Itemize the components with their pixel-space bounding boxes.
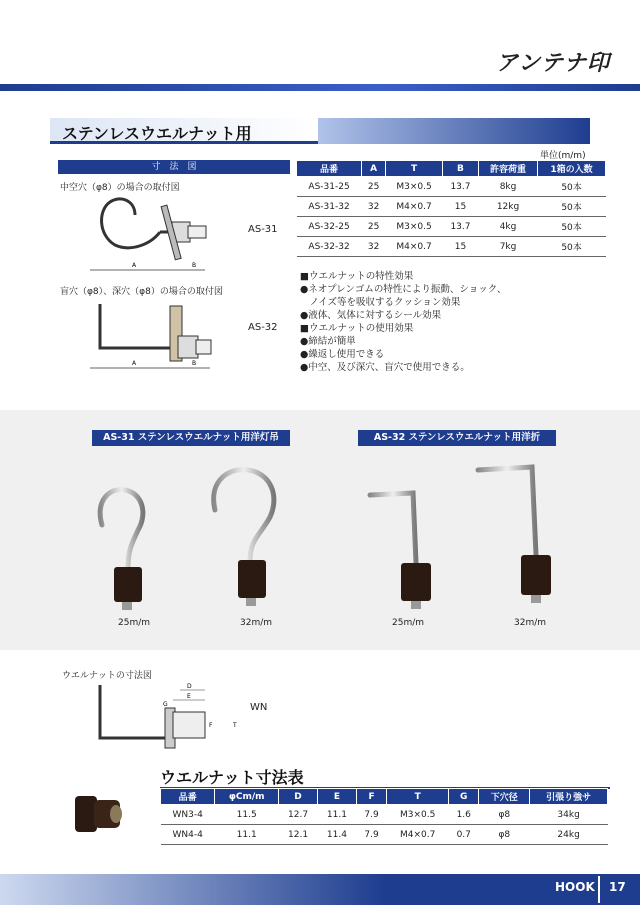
dim-b-label: B <box>192 262 197 269</box>
table-cell: AS-32-25 <box>297 217 362 237</box>
table-cell: 15 <box>443 237 479 257</box>
table-cell: 0.7 <box>449 825 479 845</box>
wn-table-header-row <box>161 789 608 805</box>
photo-size-2: 32m/m <box>240 618 273 628</box>
spec-col-header: 1箱の入数 <box>538 161 606 177</box>
wn-col-header: G <box>449 789 479 805</box>
table-cell: 4kg <box>478 217 537 237</box>
table-cell: 50本 <box>538 177 606 197</box>
spec-col-header: 品番 <box>297 161 362 177</box>
table-cell: 24kg <box>530 825 608 845</box>
table-cell: 12kg <box>478 197 537 217</box>
table-cell: AS-31-25 <box>297 177 362 197</box>
spec-col-header: A <box>362 161 386 177</box>
spec-table <box>296 160 606 257</box>
table-row <box>297 197 606 217</box>
table-cell: φ8 <box>479 825 530 845</box>
as31-diagram <box>80 190 230 280</box>
table-cell: 12.7 <box>279 805 318 825</box>
wn-col-header: F <box>356 789 386 805</box>
table-cell: 13.7 <box>443 217 479 237</box>
wn-col-header: 下穴径 <box>479 789 530 805</box>
table-cell: 50本 <box>538 237 606 257</box>
dim-a-label: A <box>132 262 137 269</box>
table-cell: M4×0.7 <box>386 197 443 217</box>
table-cell: 8kg <box>478 177 537 197</box>
table-cell: 7.9 <box>356 825 386 845</box>
feature-line: ●中空、及び深穴、盲穴で使用できる。 <box>300 362 470 373</box>
table-cell: 11.1 <box>318 805 357 825</box>
wn-table-title: ウエルナット寸法表 <box>160 768 304 787</box>
wn-dim-d: D <box>187 683 192 690</box>
hook-photos <box>80 455 560 625</box>
table-row <box>297 217 606 237</box>
table-cell: 15 <box>443 197 479 217</box>
brand-logo: アンテナ印 <box>495 51 610 76</box>
spec-col-header: 許容荷重 <box>478 161 537 177</box>
table-cell: WN4-4 <box>161 825 215 845</box>
wn-diagram <box>85 680 255 755</box>
feature-line: ●液体、気体に対するシール効果 <box>300 310 442 321</box>
wn-dim-t: T <box>233 722 237 729</box>
footer-separator <box>598 876 600 903</box>
section-title-accent <box>318 118 590 144</box>
table-cell: 32 <box>362 197 386 217</box>
table-cell: 12.1 <box>279 825 318 845</box>
table-cell: 34kg <box>530 805 608 825</box>
table-cell: 50本 <box>538 197 606 217</box>
table-cell: 11.4 <box>318 825 357 845</box>
table-cell: M3×0.5 <box>387 805 449 825</box>
features-list <box>300 270 506 374</box>
feature-line: ●ネオプレンゴムの特性により振動、ショック、 <box>300 284 507 295</box>
wn-col-header: 品番 <box>161 789 215 805</box>
as32-diagram <box>80 296 230 376</box>
table-cell: M4×0.7 <box>386 237 443 257</box>
photo-as32-32 <box>478 467 551 603</box>
table-cell: 32 <box>362 237 386 257</box>
spec-col-header: B <box>443 161 479 177</box>
table-row <box>297 237 606 257</box>
section-title: ステンレスウエルナット用 <box>62 124 252 143</box>
table-row <box>297 177 606 197</box>
table-cell: 25 <box>362 177 386 197</box>
table-cell: M4×0.7 <box>387 825 449 845</box>
photo-header-as32: AS-32 ステンレスウエルナット用洋折 <box>358 430 556 446</box>
table-cell: M3×0.5 <box>386 217 443 237</box>
label-as32: AS-32 <box>248 322 278 333</box>
table-cell: 1.6 <box>449 805 479 825</box>
unit-label: 単位(m/m) <box>540 151 586 161</box>
photo-size-4: 32m/m <box>514 618 547 628</box>
dimension-header: 寸 法 図 <box>58 160 290 174</box>
photo-as31-32 <box>214 470 274 606</box>
footer-section-label: HOOK <box>555 880 595 894</box>
wn-col-header: T <box>387 789 449 805</box>
table-row <box>161 825 608 845</box>
table-cell: AS-32-32 <box>297 237 362 257</box>
dim-a-label-2: A <box>132 360 137 367</box>
wn-nut-photo <box>70 790 140 840</box>
wn-col-header: 引張り強サ <box>530 789 608 805</box>
table-cell: 25 <box>362 217 386 237</box>
table-cell: 11.1 <box>215 825 279 845</box>
photo-header-as31: AS-31 ステンレスウエルナット用洋灯吊 <box>92 430 290 446</box>
wn-label: WN <box>250 702 268 713</box>
table-cell: 50本 <box>538 217 606 237</box>
table-cell: 7.9 <box>356 805 386 825</box>
wn-drawing-caption: ウエルナットの寸法図 <box>62 671 152 681</box>
table-cell: M3×0.5 <box>386 177 443 197</box>
spec-col-header: T <box>386 161 443 177</box>
dim-b-label-2: B <box>192 360 197 367</box>
table-cell: 7kg <box>478 237 537 257</box>
table-row <box>161 805 608 825</box>
spec-table-header-row <box>297 161 606 177</box>
table-cell: WN3-4 <box>161 805 215 825</box>
photo-size-1: 25m/m <box>118 618 151 628</box>
wn-col-header: D <box>279 789 318 805</box>
wn-dim-e: E <box>187 693 191 700</box>
table-cell: AS-31-32 <box>297 197 362 217</box>
table-cell: 13.7 <box>443 177 479 197</box>
feature-line: ノイズ等を吸収するクッション効果 <box>300 297 461 308</box>
wn-col-header: φCm/m <box>215 789 279 805</box>
table-cell: 11.5 <box>215 805 279 825</box>
wn-dim-f: F <box>209 722 213 729</box>
page-number: 17 <box>609 880 626 894</box>
wn-table <box>160 788 608 845</box>
feature-line: ●締結が簡単 <box>300 336 356 347</box>
wn-dim-g: G <box>163 701 168 708</box>
header-stripe <box>0 84 640 91</box>
caption-as32: 盲穴（φ8）、深穴（φ8）の場合の取付図 <box>60 287 223 297</box>
label-as31: AS-31 <box>248 224 278 235</box>
table-cell: φ8 <box>479 805 530 825</box>
photo-as31-25 <box>100 490 143 610</box>
feature-line: ■ウエルナットの使用効果 <box>300 323 414 334</box>
wn-col-header: E <box>318 789 357 805</box>
photo-as32-25 <box>370 493 431 609</box>
footer-bar <box>0 874 640 905</box>
caption-as31: 中空穴（φ8）の場合の取付図 <box>60 183 180 193</box>
feature-line: ●繰返し使用できる <box>300 349 385 360</box>
feature-line: ■ウエルナットの特性効果 <box>300 271 414 282</box>
photo-size-3: 25m/m <box>392 618 425 628</box>
